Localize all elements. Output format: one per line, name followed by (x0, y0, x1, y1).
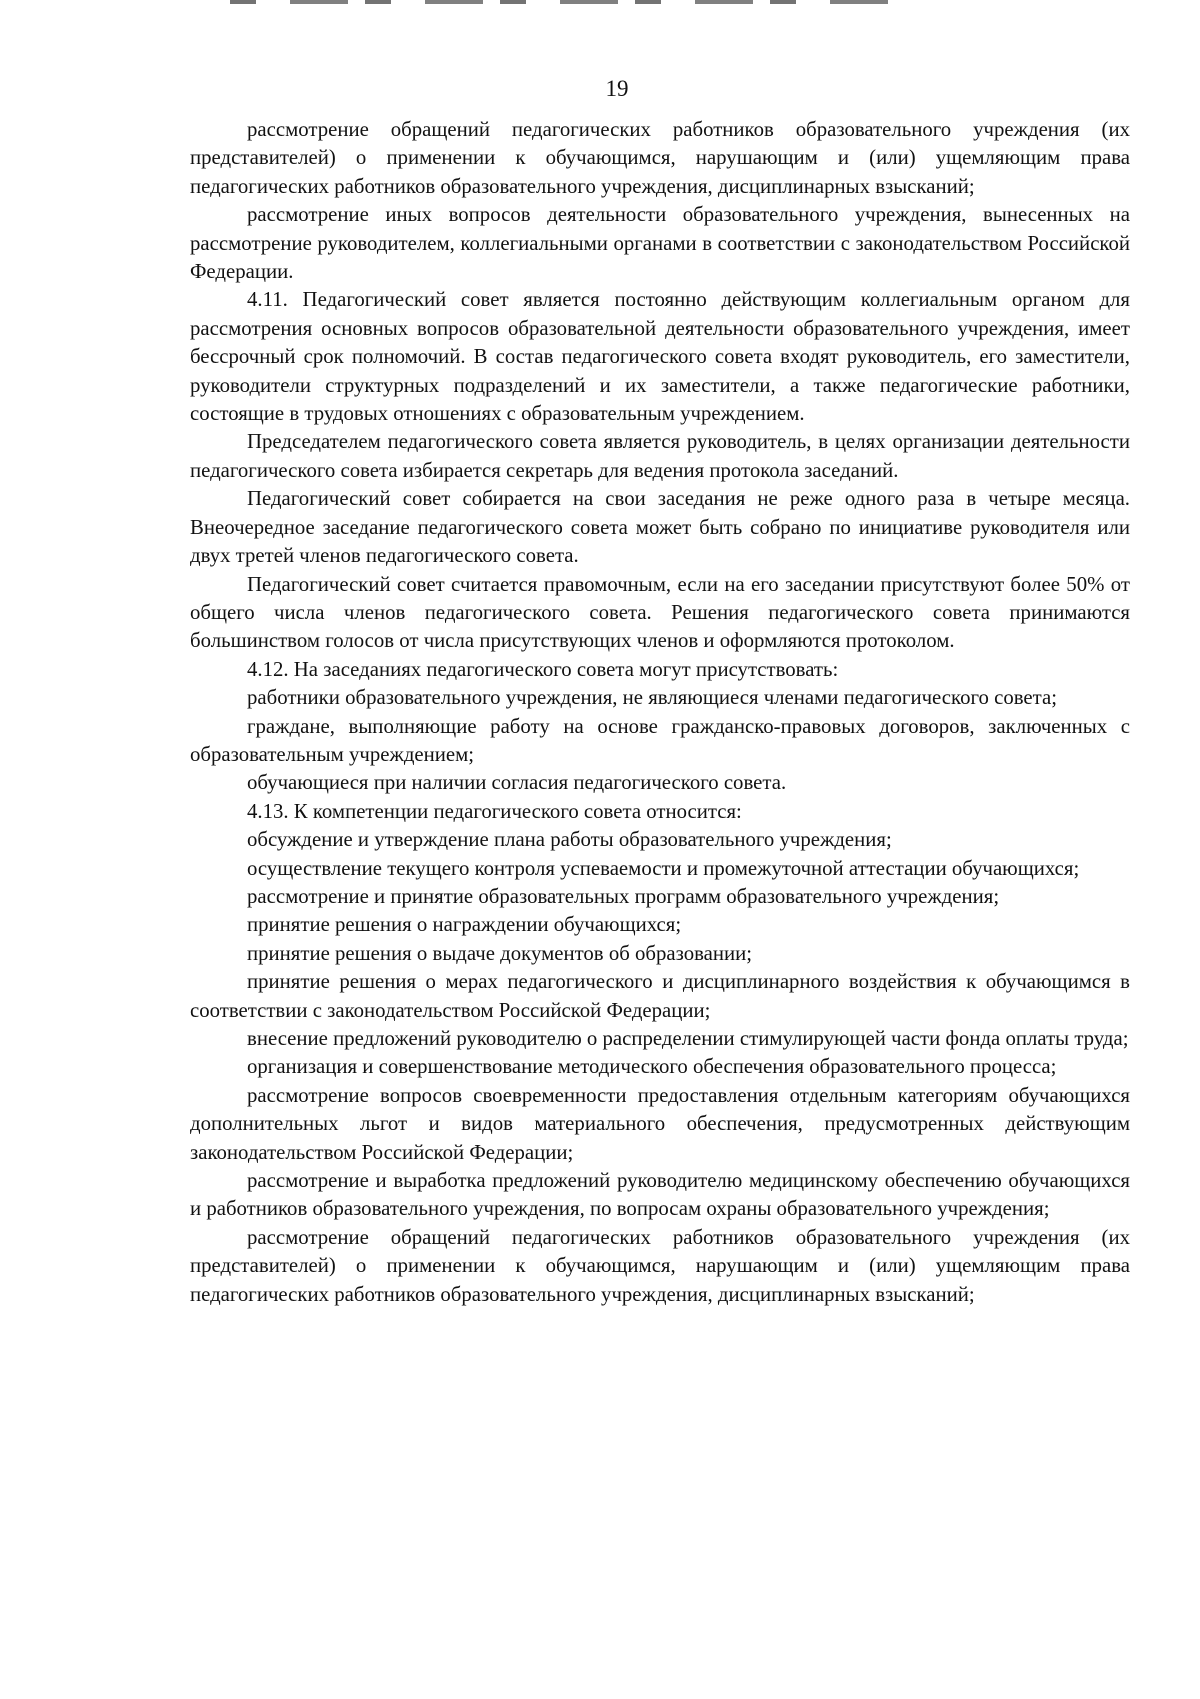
paragraph: организация и совершенствование методического обеспечения образовательного процесса; (247, 1055, 1057, 1079)
paragraph: обсуждение и утверждение плана работы образовательного учреждения; (247, 828, 892, 852)
paragraph: принятие решения о награждении обучающихся; (247, 913, 682, 937)
paragraph: рассмотрение вопросов своевременности предоставления отдельным категориям обучающихся дополнительных льгот и видов материального обеспечения, предусмотренных действующим законодательством Российской Федерации; (190, 1083, 1130, 1164)
paragraph: принятие решения о мерах педагогического и дисциплинарного воздействия к обучающимся в соответствии с законодательством Российской Федерации; (190, 970, 1130, 1022)
paragraph: 4.12. На заседаниях педагогического совета могут присутствовать: (247, 657, 839, 681)
paragraph: осуществление текущего контроля успеваемости и промежуточной аттестации обучающихся; (247, 856, 1080, 880)
paragraph: обучающиеся при наличии согласия педагогического совета. (247, 771, 787, 795)
paragraph: Педагогический совет собирается на свои заседания не реже одного раза в четыре месяца. Внеочередное заседание педагогического совета может быть собрано по инициативе руководителя или двух третей членов педагогического совета. (190, 487, 1130, 568)
paragraph: Педагогический совет считается правомочным, если на его заседании присутствуют более 50% от общего числа членов педагогического совета. Решения педагогического совета принимаются большинством голосов от числа присутствующих членов и оформляются протоколом. (190, 572, 1130, 653)
paragraph: 4.13. К компетенции педагогического совета относится: (247, 799, 742, 823)
paragraph: граждане, выполняющие работу на основе гражданско-правовых договоров, заключенных с образовательным учреждением; (190, 714, 1130, 766)
page-body (190, 116, 1130, 1309)
paragraph: рассмотрение обращений педагогических работников образовательного учреждения (их представителей) о применении к обучающимся, нарушающим и (или) ущемляющим права педагогических работников образовательного учреждения, дисциплинарных взысканий; (190, 118, 1130, 198)
paragraph: работники образовательного учреждения, не являющиеся членами педагогического совета; (247, 686, 1057, 710)
page-number: 19 (605, 76, 629, 101)
paragraph: Председателем педагогического совета является руководитель, в целях организации деятельности педагогического совета избирается секретарь для ведения протокола заседаний. (190, 430, 1130, 482)
paragraph: принятие решения о выдаче документов об образовании; (247, 941, 753, 965)
scan-edge-artifact (230, 0, 890, 4)
paragraph: внесение предложений руководителю о распределении стимулирующей части фонда оплаты труда; (247, 1027, 1129, 1050)
paragraph: 4.11. Педагогический совет является постоянно действующим коллегиальным органом для рассмотрения основных вопросов образовательной деятельности образовательного учреждения, имеет бессрочный срок полномочий. В состав педагогического совета входят руководитель, его заместители, руководители структурных подразделений и их заместители, а также педагогические работники, состоящие в трудовых отношениях с образовательным учреждением. (190, 288, 1130, 426)
paragraph: рассмотрение обращений педагогических работников образовательного учреждения (их представителей) о применении к обучающимся, нарушающим и (или) ущемляющим права педагогических работников образовательного учреждения, дисциплинарных взысканий; (190, 1225, 1130, 1306)
paragraph: рассмотрение иных вопросов деятельности образовательного учреждения, вынесенных на рассмотрение руководителем, коллегиальными органами в соответствии с законодательством Российской Федерации. (190, 203, 1130, 284)
paragraph: рассмотрение и выработка предложений руководителю медицинскому обеспечению обучающихся и работников образовательного учреждения, по вопросам охраны образовательного учреждения; (190, 1169, 1130, 1221)
paragraph: рассмотрение и принятие образовательных программ образовательного учреждения; (247, 884, 1000, 908)
